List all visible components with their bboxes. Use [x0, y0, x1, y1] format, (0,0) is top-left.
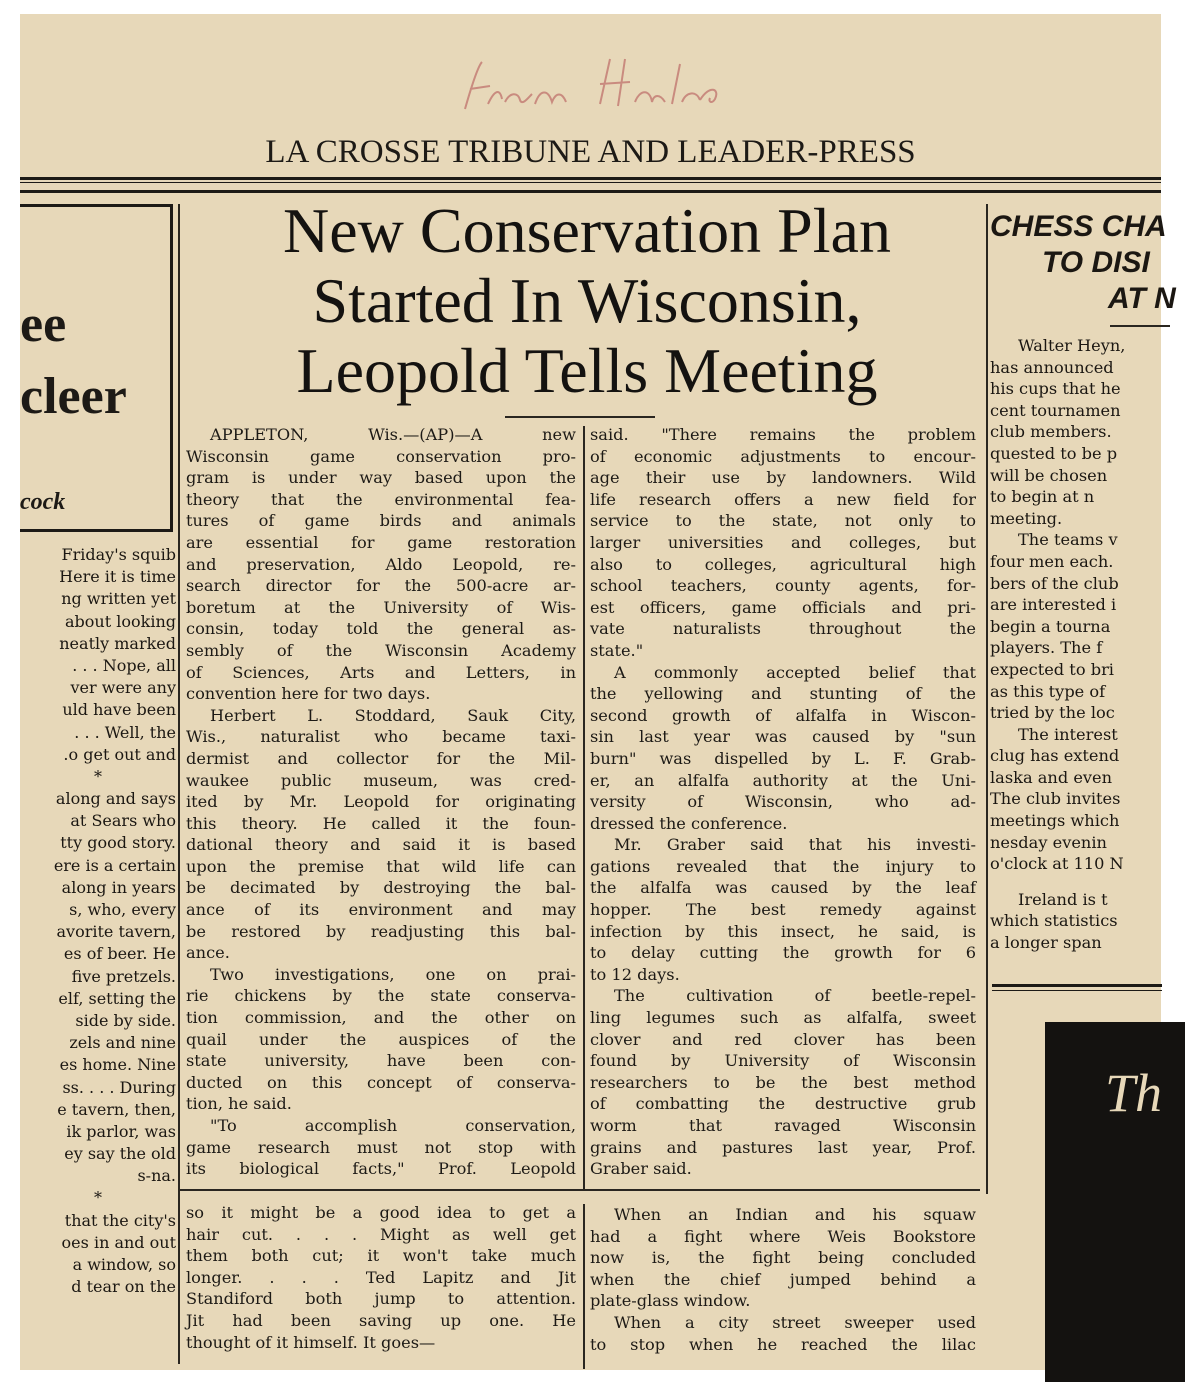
bottom-line: When an Indian and his squaw — [614, 1205, 976, 1224]
right-line: o'clock at 110 N — [990, 854, 1124, 874]
article-line: consin, today told the general as- — [186, 619, 576, 639]
right-line: will be chosen — [990, 465, 1108, 485]
left-line: about looking — [65, 611, 176, 631]
masthead-rule — [20, 177, 1161, 180]
left-line: ere is a certain — [53, 855, 176, 875]
left-line: along in years — [61, 877, 176, 897]
article-column-2 — [590, 424, 976, 1180]
left-line: s, who, every — [69, 900, 176, 919]
left-line: neatly marked — [59, 633, 176, 653]
article-line: waukee public museum, was cred- — [186, 770, 576, 790]
bottom-line: had a fight where Weis Bookstore — [590, 1226, 976, 1246]
handwritten-note — [460, 54, 760, 124]
article-line: search director for the 500-acre ar- — [186, 576, 576, 596]
article-line: Graber said. — [590, 1159, 692, 1179]
left-line: .o get out and — [63, 744, 176, 764]
article-line: school teachers, county agents, for- — [590, 576, 976, 596]
left-line: side by side. — [75, 1010, 176, 1030]
left-line: ss. . . . During — [62, 1077, 176, 1097]
right-line: laska and even — [990, 767, 1113, 787]
article-line: worm that ravaged Wisconsin — [590, 1116, 976, 1135]
right-line: clug has extend — [990, 746, 1120, 766]
left-line: es home. Nine — [59, 1055, 176, 1075]
article-line: A commonly accepted belief that — [614, 662, 976, 682]
bottom-line: plate-glass window. — [590, 1291, 751, 1311]
article-line: service to the state, not only to — [590, 511, 976, 531]
masthead: LA CROSSE TRIBUNE AND LEADER-PRESS — [265, 134, 916, 170]
article-line: The cultivation of beetle-repel- — [614, 986, 976, 1006]
dark-advertisement-image — [1045, 1022, 1185, 1382]
right-line: his cups that he — [990, 379, 1121, 399]
bottom-line: so it might be a good idea to get a — [186, 1203, 576, 1222]
article-line: er, an alfalfa authority at the Uni- — [590, 770, 976, 790]
article-line: grains and pastures last year, Prof. — [590, 1137, 976, 1157]
article-line: and preservation, Aldo Leopold, re- — [186, 554, 576, 574]
bottom-line: When a city street sweeper used — [614, 1312, 976, 1332]
article-line: APPLETON, Wis.—(AP)—A new — [210, 425, 576, 444]
right-line: Ireland is t — [1018, 889, 1108, 909]
column-rule — [583, 1204, 585, 1369]
article-line: of combatting the destructive grub — [590, 1094, 976, 1114]
headline-line-1: New Conservation Plan — [283, 195, 891, 266]
right-headline-line: TO DISI — [1042, 246, 1150, 279]
right-headline-line: CHESS CHA — [990, 210, 1167, 243]
article-line: found by University of Wisconsin — [590, 1051, 976, 1071]
bottom-line: now is, the fight being concluded — [590, 1248, 976, 1268]
article-line: gations revealed that the injury to — [590, 856, 976, 876]
article-line: est officers, game officials and pri- — [590, 597, 976, 617]
left-ad-fragment-2: cleer — [20, 368, 127, 425]
column-rule — [583, 426, 585, 1191]
article-line: upon the premise that wild life can — [186, 856, 576, 876]
left-line: . . . Well, the — [74, 722, 176, 742]
right-line: has announced — [990, 357, 1114, 377]
article-line: dressed the conference. — [590, 813, 788, 833]
right-column-rule-thin — [992, 990, 1162, 991]
article-line: clover and red clover has been — [590, 1029, 976, 1049]
article-line: ducted on this concept of conserva- — [186, 1072, 576, 1092]
article-line: Wisconsin game conservation pro- — [186, 446, 576, 466]
headline-rule — [505, 416, 655, 418]
article-line: researchers to be the best method — [590, 1072, 976, 1092]
left-line: that the city's — [64, 1210, 176, 1230]
headline-line-3: Leopold Tells Meeting — [296, 335, 878, 406]
right-line: quested to be p — [990, 443, 1118, 463]
article-line: dermist and collector for the Mil- — [186, 748, 576, 768]
bottom-line: hair cut. . . . Might as well get — [186, 1224, 576, 1244]
article-line: also to colleges, agricultural high — [590, 554, 976, 574]
article-line: ance. — [186, 943, 230, 963]
article-line: "To accomplish conservation, — [210, 1116, 576, 1135]
article-line: second growth of alfalfa in Wiscon- — [590, 705, 976, 725]
article-line: sembly of the Wisconsin Academy — [186, 640, 576, 660]
article-line: quail under the auspices of the — [186, 1029, 576, 1049]
left-line: d tear on the — [71, 1277, 176, 1297]
left-line: avorite tavern, — [56, 922, 176, 942]
article-line: state university, have been con- — [186, 1051, 576, 1071]
left-line: oes in and out — [61, 1232, 176, 1252]
left-line: Here it is time — [59, 567, 176, 587]
article-line: be decimated by destroying the bal- — [186, 878, 576, 898]
right-column-rule — [992, 984, 1162, 987]
article-line: life research offers a new field for — [590, 489, 976, 509]
left-line: a window, so — [72, 1255, 176, 1274]
left-ad-fragment-3: cock — [20, 489, 66, 515]
article-line: of Sciences, Arts and Letters, in — [186, 662, 576, 682]
article-line: age their use by landowners. Wild — [590, 468, 976, 488]
right-line: as this type of — [990, 681, 1106, 701]
right-line: begin a tourna — [990, 616, 1111, 636]
left-line: five pretzels. — [71, 966, 176, 986]
left-line: s-na. — [137, 1166, 176, 1186]
article-line: this theory. He called it the foun- — [186, 813, 576, 833]
right-line: meetings which — [990, 811, 1120, 831]
bottom-line: when the chief jumped behind a — [590, 1269, 976, 1289]
article-line: to 12 days. — [590, 964, 680, 984]
article-line: are essential for game restoration — [186, 532, 576, 552]
left-line: . . . Nope, all — [72, 655, 176, 675]
article-line: be restored by readjusting this bal- — [186, 921, 576, 941]
article-line: rie chickens by the state conserva- — [186, 986, 576, 1006]
article-line: theory that the environmental fea- — [186, 489, 576, 509]
right-line: The club invites — [990, 789, 1121, 809]
right-line: nesday evenin — [990, 832, 1107, 852]
right-column-article — [990, 209, 1190, 954]
left-ad-fragment-1: ee — [20, 296, 67, 353]
right-line: which statistics — [990, 911, 1118, 931]
article-line: versity of Wisconsin, who ad- — [590, 792, 976, 812]
article-line: Herbert L. Stoddard, Sauk City, — [210, 705, 576, 725]
left-line: uld have been — [62, 700, 176, 720]
article-line: hopper. The best remedy against — [590, 900, 976, 920]
bottom-line: Jit had been saving up one. He — [186, 1310, 576, 1330]
article-line: larger universities and colleges, but — [590, 532, 976, 552]
section-divider-star: * — [94, 766, 102, 786]
article-line: Wis., naturalist who became taxi- — [186, 727, 576, 747]
article-line: its biological facts," Prof. Leopold — [186, 1159, 576, 1179]
left-line: ver were any — [70, 678, 176, 698]
right-headline-rule — [1110, 325, 1170, 327]
article-line: sin last year was caused by "sun — [590, 727, 976, 747]
left-line: ik parlor, was — [66, 1121, 176, 1141]
masthead-rule-thin — [20, 182, 1161, 183]
bottom-column-1 — [186, 1202, 576, 1353]
article-line: tures of game birds and animals — [186, 511, 576, 531]
article-line: said. "There remains the problem — [590, 425, 976, 444]
article-line: the alfalfa was caused by the leaf — [590, 878, 976, 898]
article-line: state." — [590, 640, 644, 660]
article-line: to delay cutting the growth for 6 — [590, 943, 976, 963]
article-line: vate naturalists throughout the — [590, 619, 976, 639]
bottom-line: longer. . . . Ted Lapitz and Jit — [186, 1267, 576, 1287]
article-line: ling legumes such as alfalfa, sweet — [590, 1008, 976, 1028]
left-line: tty good story. — [60, 833, 176, 853]
right-line: four men each. — [990, 551, 1114, 571]
left-line: es of beer. He — [63, 944, 176, 964]
left-line: along and says — [55, 789, 176, 809]
article-line: convention here for two days. — [186, 684, 431, 704]
right-line: expected to bri — [990, 659, 1114, 679]
article-line: ited by Mr. Leopold for originating — [186, 792, 576, 812]
right-line: bers of the club — [990, 573, 1119, 593]
right-line: to begin at n — [990, 487, 1095, 507]
bottom-line: them both cut; it won't take much — [186, 1246, 576, 1266]
article-line: ance of its environment and may — [186, 900, 576, 920]
article-line: infection by this insect, he said, is — [590, 921, 976, 941]
newspaper-clipping — [20, 14, 1176, 1370]
article-line: Two investigations, one on prai- — [210, 964, 576, 984]
masthead-rule-lower — [20, 190, 1161, 193]
right-line: are interested i — [990, 595, 1117, 615]
article-line: tion, he said. — [186, 1094, 292, 1114]
right-line: cent tournamen — [990, 400, 1121, 420]
article-line: gram is under way based upon the — [186, 468, 576, 488]
right-line: meeting. — [990, 508, 1063, 528]
article-column-1 — [186, 424, 576, 1180]
bottom-line: Standiford both jump to attention. — [186, 1289, 576, 1309]
left-line: elf, setting the — [58, 988, 176, 1008]
bottom-column-2 — [590, 1204, 976, 1355]
article-line: tion commission, and the other on — [186, 1008, 576, 1028]
article-headline — [182, 196, 992, 406]
article-line: of economic adjustments to encour- — [590, 446, 976, 466]
article-end-rule — [180, 1189, 980, 1191]
right-line: tried by the loc — [990, 703, 1115, 723]
right-line: The teams v — [1018, 530, 1118, 550]
left-line: at Sears who — [70, 811, 176, 831]
left-line: zels and nine — [69, 1033, 176, 1053]
right-line: a longer span — [990, 933, 1102, 953]
article-line: boretum at the University of Wis- — [186, 597, 576, 617]
right-headline-line: AT N — [1108, 282, 1176, 315]
bottom-line: to stop when he reached the lilac — [590, 1334, 976, 1354]
left-line: ng written yet — [61, 589, 176, 609]
headline-line-2: Started In Wisconsin, — [312, 265, 862, 336]
left-ad-box — [20, 204, 173, 532]
article-line: Mr. Graber said that his investi- — [614, 835, 976, 855]
right-line: club members. — [990, 422, 1112, 442]
bottom-line: thought of it himself. It goes— — [186, 1332, 436, 1352]
right-line: The interest — [1018, 724, 1118, 744]
left-line: ey say the old — [64, 1144, 176, 1164]
right-line: Walter Heyn, — [1018, 336, 1126, 355]
article-line: dational theory and said it is based — [186, 835, 576, 855]
right-line: players. The f — [990, 638, 1103, 658]
article-line: the yellowing and stunting of the — [590, 684, 976, 704]
left-column-text — [20, 544, 176, 1298]
article-line: burn" was dispelled by L. F. Grab- — [590, 748, 976, 768]
section-divider-star: * — [94, 1188, 102, 1208]
left-line: e tavern, then, — [57, 1099, 176, 1119]
ad-fragment-text: Th — [1105, 1063, 1163, 1123]
article-line: game research must not stop with — [186, 1137, 576, 1157]
left-line: Friday's squib — [61, 545, 176, 564]
